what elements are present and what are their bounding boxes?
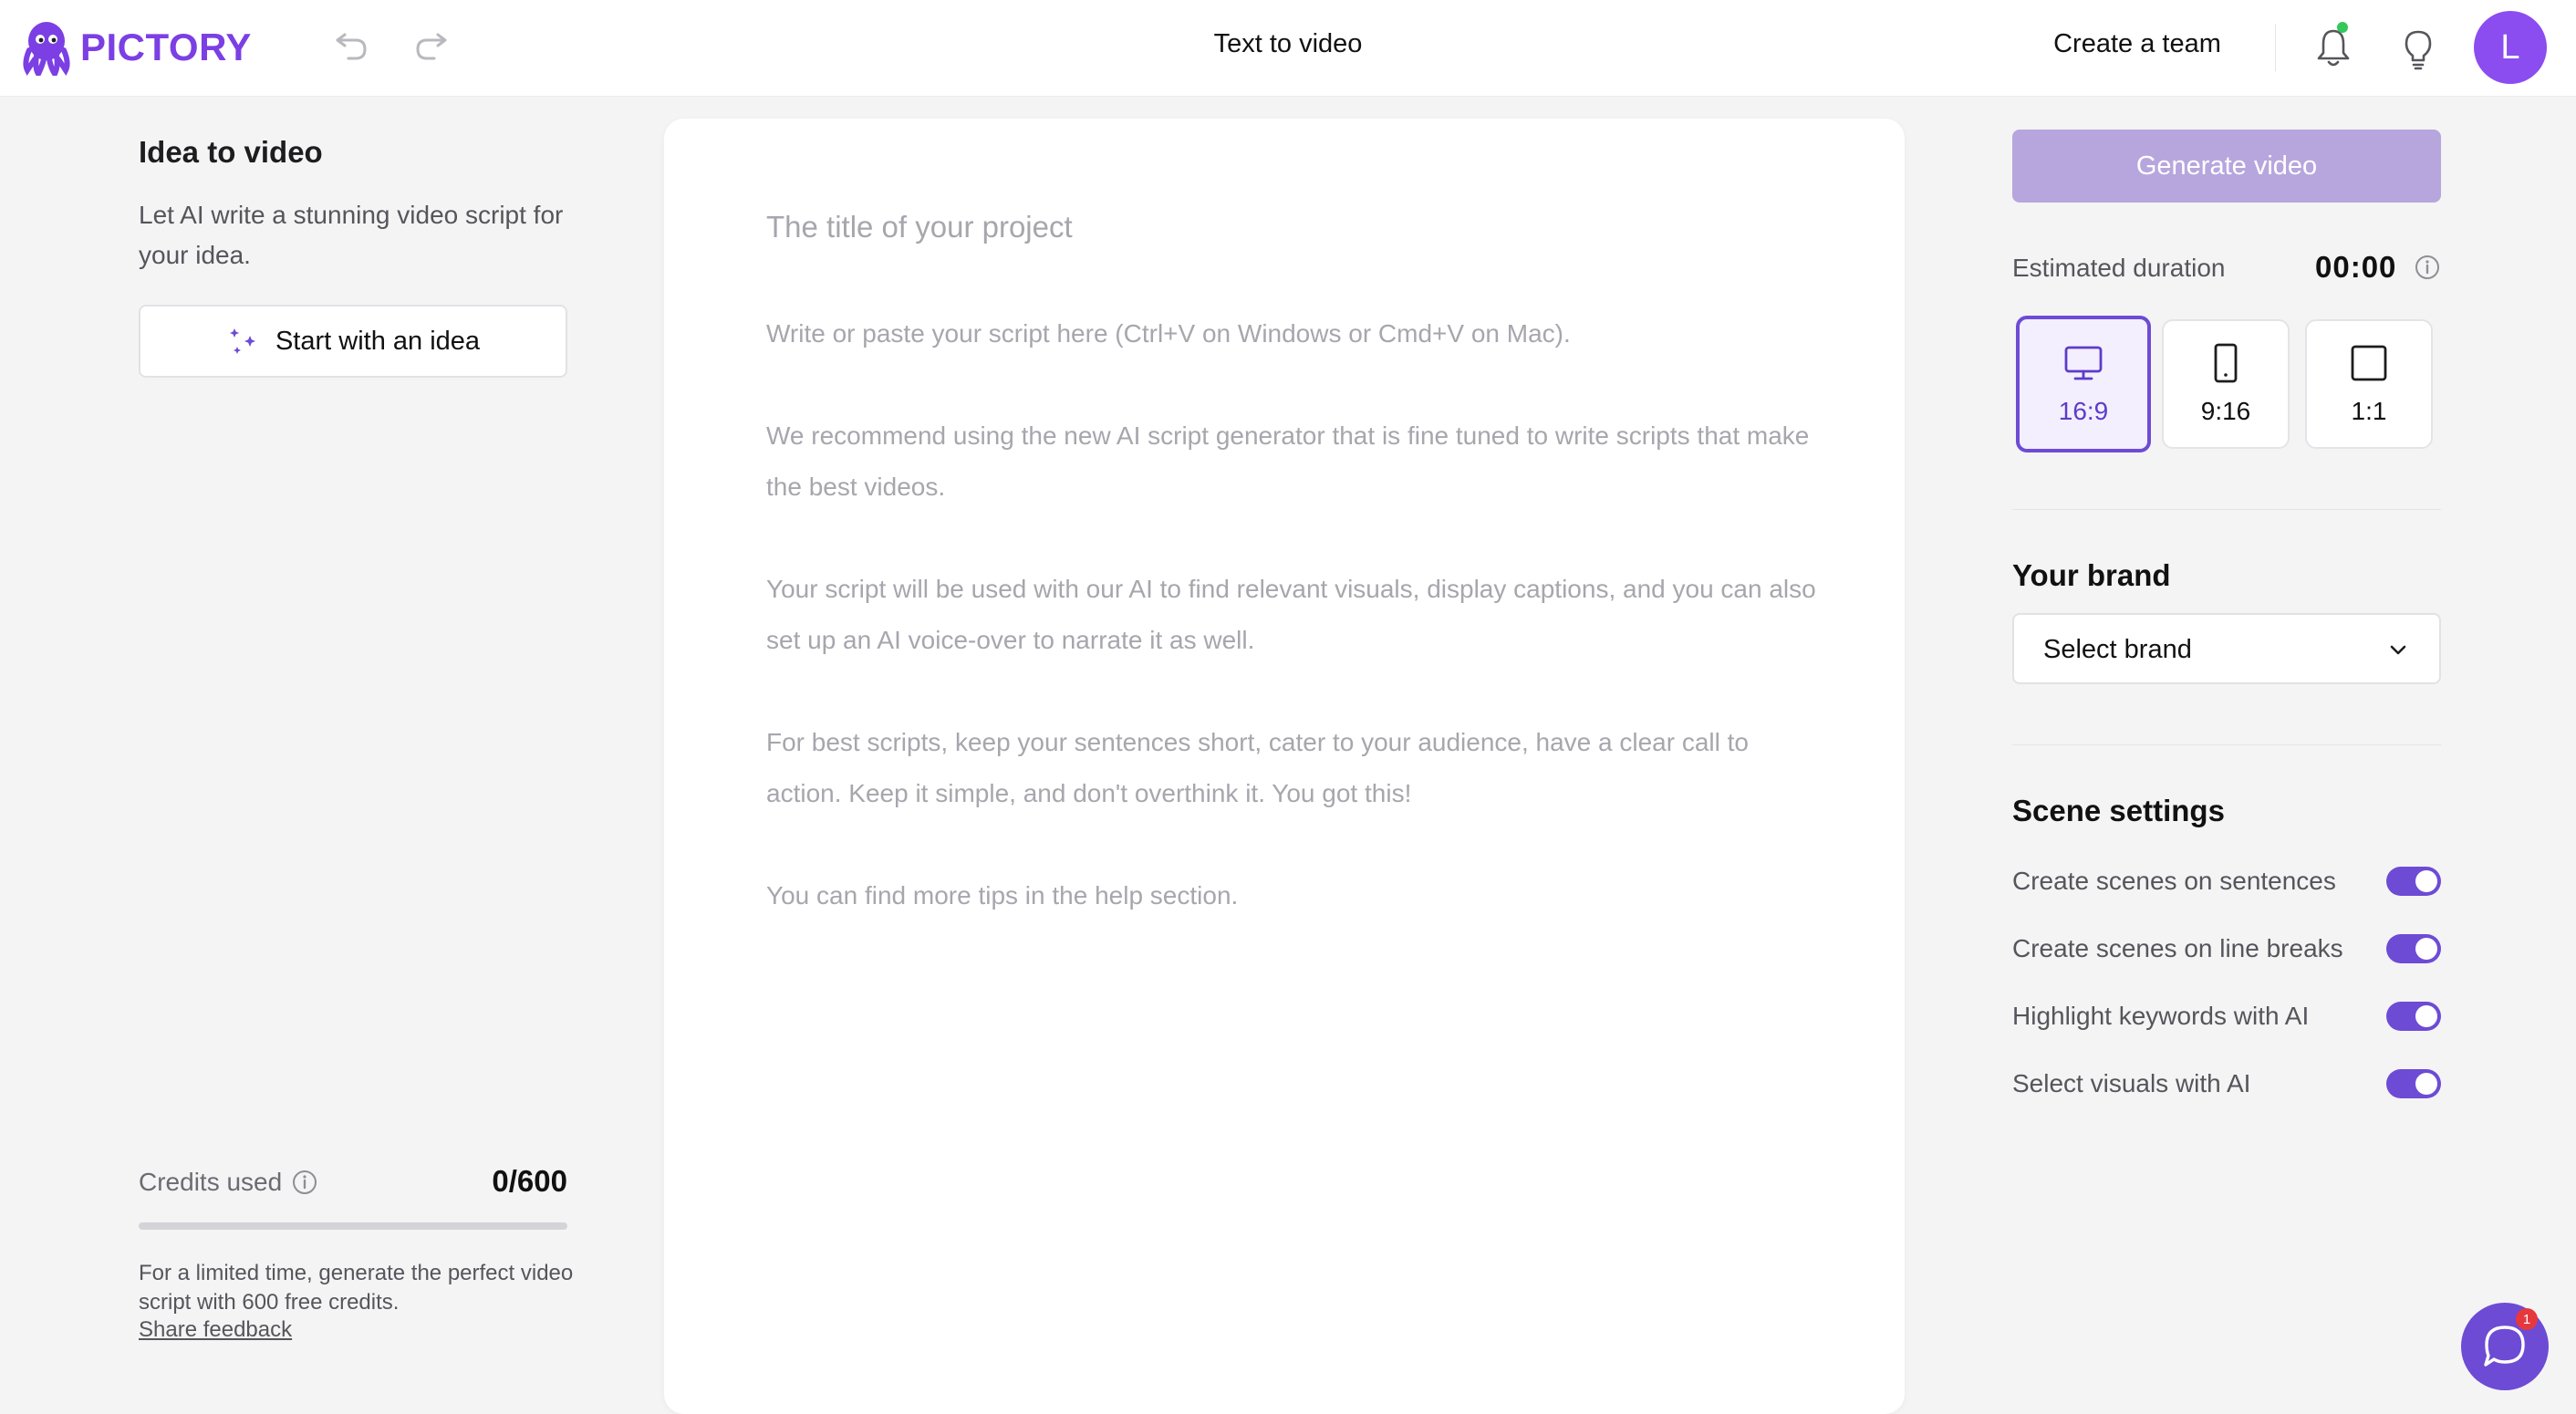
scene-setting-label: Select visuals with AI [2012, 1069, 2251, 1097]
credits-progress-bar [139, 1222, 567, 1230]
notifications-button[interactable] [2312, 26, 2354, 69]
user-avatar[interactable]: L [2474, 11, 2547, 84]
tips-button[interactable] [2397, 27, 2439, 71]
estimated-duration-label: Estimated duration [2012, 254, 2226, 282]
scene-setting-label: Create scenes on line breaks [2012, 934, 2343, 962]
your-brand-label: Your brand [2012, 558, 2171, 592]
pictory-logo[interactable] [20, 18, 252, 77]
section-divider [2012, 744, 2441, 745]
script-placeholder-paragraph: For best scripts, keep your sentences short, cater to your audience, have a clear call to action. Keep it simple, and don't overthink it. You got this! [766, 728, 1749, 807]
logo-text: PICTORY [80, 26, 252, 68]
estimated-duration-value: 00:00 [2315, 250, 2397, 284]
aspect-ratio-label: 9:16 [2200, 397, 2251, 425]
undo-icon [332, 31, 369, 64]
bell-icon [2312, 26, 2354, 69]
credits-note: For a limited time, generate the perfect video script with 600 free credits. [139, 1261, 574, 1315]
start-with-idea-label: Start with an idea [275, 326, 481, 356]
credits-used-label [139, 1168, 318, 1197]
brand-select[interactable] [2012, 613, 2441, 684]
script-placeholder-paragraph: Your script will be used with our AI to find relevant visuals, display captions, and you can also set up an AI voice-over to narrate it as well. [766, 575, 1816, 654]
credits-used-value: 0/600 [492, 1164, 567, 1198]
credits-used-text: Credits used [139, 1168, 283, 1196]
project-title-input[interactable]: The title of your project [766, 210, 1073, 244]
start-with-idea-button[interactable] [139, 305, 567, 378]
lightbulb-icon [2397, 27, 2439, 71]
aspect-ratio-16-9[interactable] [2016, 316, 2151, 452]
share-feedback-link[interactable]: Share feedback [139, 1317, 293, 1342]
header-divider [2275, 24, 2276, 71]
highlight-keywords-toggle[interactable] [2386, 1002, 2441, 1031]
page-title: Text to video [1213, 29, 1363, 58]
scene-setting-row [2012, 998, 2441, 1035]
scene-settings-label: Scene settings [2012, 794, 2225, 827]
chevron-down-icon [2384, 637, 2412, 664]
top-bar [0, 0, 2576, 97]
idea-to-video-description: Let AI write a stunning video script for your idea. [139, 201, 564, 269]
desktop-icon [2062, 342, 2104, 384]
duration-info-icon[interactable] [2414, 254, 2441, 281]
scene-setting-label: Create scenes on sentences [2012, 867, 2336, 895]
scene-setting-row [2012, 931, 2441, 967]
octopus-logo-icon [20, 19, 73, 76]
redo-icon [414, 31, 451, 64]
aspect-ratio-label: 1:1 [2351, 397, 2387, 425]
chat-unread-badge: 1 [2516, 1308, 2538, 1330]
redo-button[interactable] [414, 31, 451, 64]
undo-button[interactable] [332, 31, 369, 64]
create-team-button[interactable]: Create a team [2053, 29, 2221, 58]
section-divider [2012, 509, 2441, 510]
create-scenes-on-sentences-toggle[interactable] [2386, 867, 2441, 896]
script-placeholder-paragraph: You can find more tips in the help section. [766, 881, 1239, 910]
script-placeholder-paragraph: We recommend using the new AI script generator that is fine tuned to write scripts that make the best videos. [766, 421, 1810, 501]
generate-video-button[interactable]: Generate video [2012, 130, 2441, 203]
create-scenes-on-line-breaks-toggle[interactable] [2386, 934, 2441, 963]
select-visuals-toggle[interactable] [2386, 1069, 2441, 1098]
script-placeholder-paragraph: Write or paste your script here (Ctrl+V on Windows or Cmd+V on Mac). [766, 319, 1571, 348]
info-icon[interactable] [291, 1169, 318, 1196]
scene-setting-label: Highlight keywords with AI [2012, 1002, 2310, 1030]
sparkle-icon [226, 325, 259, 358]
aspect-ratio-9-16[interactable] [2162, 319, 2290, 449]
script-editor[interactable] [664, 119, 1905, 1414]
phone-icon [2205, 342, 2247, 384]
brand-select-value: Select brand [2043, 635, 2192, 664]
idea-to-video-title: Idea to video [139, 135, 323, 169]
scene-setting-row [2012, 863, 2441, 899]
aspect-ratio-label: 16:9 [2058, 397, 2109, 425]
aspect-ratio-1-1[interactable] [2305, 319, 2433, 449]
square-icon [2348, 342, 2390, 384]
script-textarea[interactable] [766, 308, 1824, 972]
scene-setting-row [2012, 1066, 2441, 1102]
notification-dot [2337, 22, 2348, 33]
